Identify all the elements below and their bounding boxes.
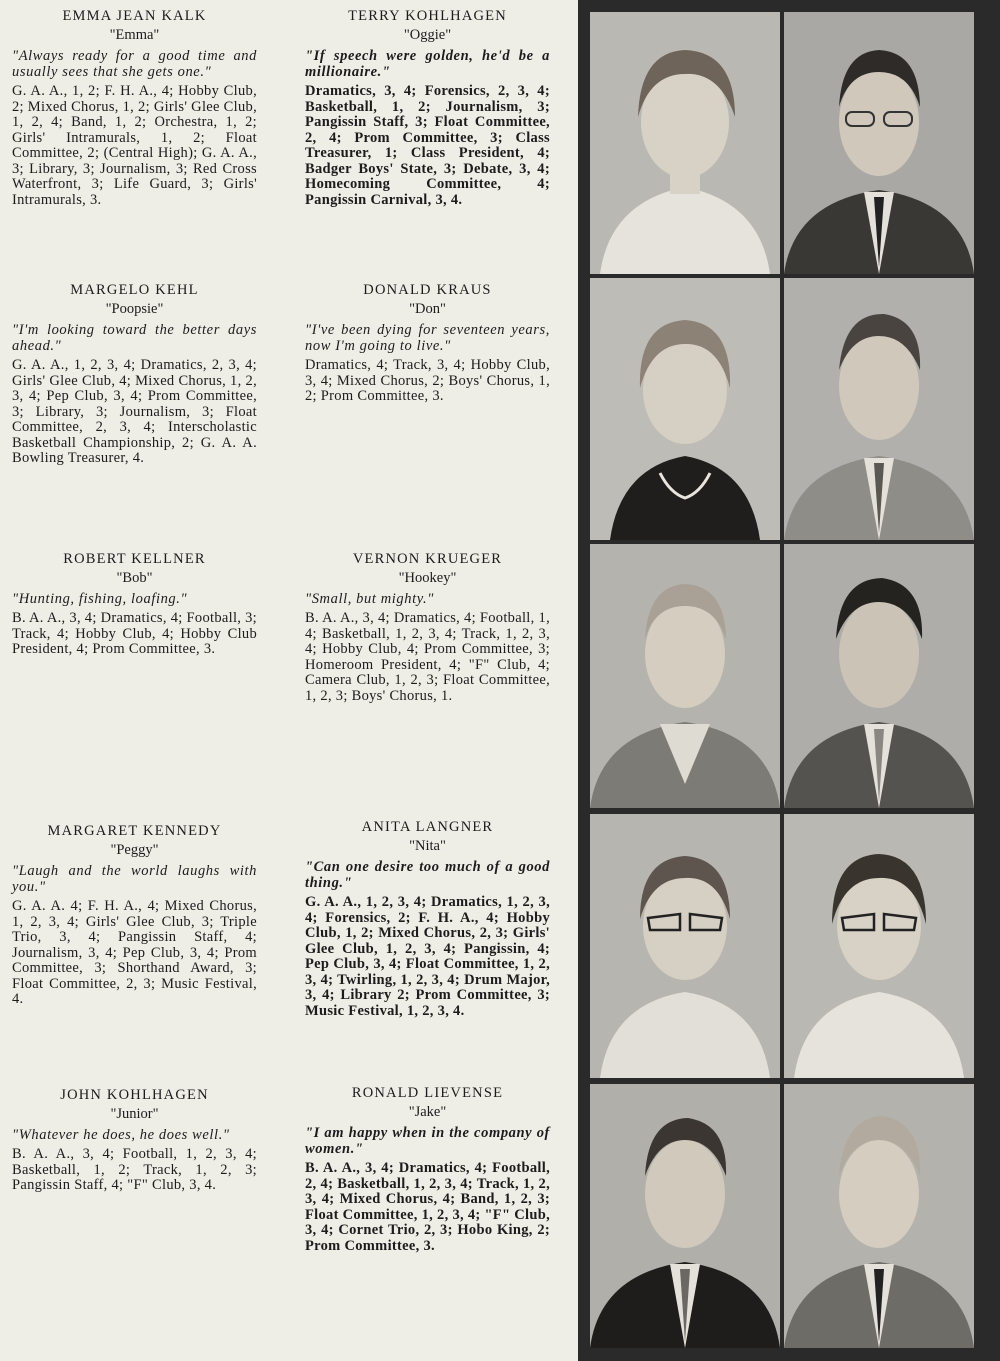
student-nickname: "Hookey" [398, 570, 457, 586]
student-entry-margelo-kehl [12, 282, 257, 467]
student-name: MARGARET KENNEDY [47, 823, 222, 839]
student-entry-john-kohlhagen [12, 1087, 257, 1194]
student-activities: B. A. A., 3, 4; Dramatics, 4; Football, 2, 4; Basketball, 1, 2, 3, 4; Track, 1, 2, 3, 4; Mixed Chorus, 4; Band, 1, 2, 3; Float Committee, 1, 2, 3, 4; "F" Club, 3, 4; Cornet Trio, 2, 3; Hobo King, 2; Prom Committee, 3. [305, 1160, 550, 1254]
portrait-emma-jean-kalk [590, 12, 780, 274]
student-quote: "I'm looking toward the better days ahead." [12, 322, 257, 354]
portrait-donald-kraus [784, 278, 974, 540]
student-nickname: "Nita" [409, 838, 446, 854]
student-nickname: "Bob" [116, 570, 153, 586]
student-nickname: "Oggie" [403, 27, 452, 43]
student-name: JOHN KOHLHAGEN [60, 1087, 209, 1103]
student-quote: "Small, but mighty." [305, 591, 434, 607]
student-quote: "Can one desire too much of a good thing." [305, 859, 550, 891]
student-activities: G. A. A., 1, 2; F. H. A., 4; Hobby Club, 2; Mixed Chorus, 1, 2; Girls' Glee Club, 1, 2, 4; Band, 1, 2; Orchestra, 1, 2; Girls' Intramurals, 1, 2; Float Committee, 2; (Central High); G. A. A., 3; Library, 3; Journalism, 3; Red Cross Waterfront, 3; Life Guard, 3; Girls' Intramurals, 3. [12, 83, 257, 208]
student-nickname: "Don" [409, 301, 446, 317]
student-activities: Dramatics, 3, 4; Forensics, 2, 3, 4; Basketball, 1, 2; Journalism, 3; Pangissin Staff, 3; Float Committee, 2, 4; Prom Committee, 3; Class Treasurer, 1; Class President, 4; Badger Boys' State, 3; Debate, 3, 4; Homecoming Committee, 4; Pangissin Carnival, 3, 4. [305, 83, 550, 208]
portrait-john-kohlhagen [590, 1084, 780, 1348]
student-quote: "If speech were golden, he'd be a millionaire." [305, 48, 550, 80]
student-name: RONALD LIEVENSE [351, 1085, 504, 1101]
student-quote: "Always ready for a good time and usually sees that she gets one." [12, 48, 257, 80]
student-activities: G. A. A. 4; F. H. A., 4; Mixed Chorus, 1, 2, 3, 4; Girls' Glee Club, 3; Triple Trio, 3, 4; Pangissin Staff, 4; Journalism, 3, 4; Pep Club, 3, 4; Prom Committee, 3; Shorthand Award, 3; Float Committee, 2, 3; Music Festival, 4. [12, 898, 257, 1007]
portrait-photo-strip [578, 0, 1000, 1361]
student-name: MARGELO KEHL [70, 282, 199, 298]
student-nickname: "Poopsie" [105, 301, 164, 317]
portrait-anita-langner [784, 814, 974, 1078]
portrait-terry-kohlhagen [784, 12, 974, 274]
student-entry-anita-langner [305, 819, 550, 1019]
student-nickname: "Jake" [408, 1104, 447, 1120]
student-name: TERRY KOHLHAGEN [348, 8, 507, 24]
student-entry-terry-kohlhagen [305, 8, 550, 208]
student-name: DONALD KRAUS [363, 282, 492, 298]
student-entry-ronald-lievense [305, 1085, 550, 1254]
student-activities: G. A. A., 1, 2, 3, 4; Dramatics, 2, 3, 4; Girls' Glee Club, 4; Mixed Chorus, 1, 2, 3, 4; Pep Club, 3, 4; Prom Committee, 3; Library, 3; Journalism, 3; Float Committee, 2, 3, 4; Interscholastic Basketball Championship, 2; G. A. A. Bowling Treasurer, 4. [12, 357, 257, 466]
student-entry-vernon-krueger [305, 551, 550, 704]
student-name: ROBERT KELLNER [63, 551, 206, 567]
student-activities: G. A. A., 1, 2, 3, 4; Dramatics, 1, 2, 3, 4; Forensics, 2; F. H. A., 4; Hobby Club, 1, 2; Mixed Chorus, 2, 3; Girls' Glee Club, 1, 2, 3, 4; Pangissin, 4; Pep Club, 3, 4; Float Committee, 1, 2, 3, 4; Twirling, 1, 2, 3, 4; Drum Major, 3, 4; Library 2; Prom Committee, 3; Music Festival, 1, 2, 3, 4. [305, 894, 550, 1019]
student-quote: "Laugh and the world laughs with you." [12, 863, 257, 895]
student-activities: B. A. A., 3, 4; Football, 1, 2, 3, 4; Basketball, 1, 2; Track, 1, 2, 3; Pangissin Staff, 4; "F" Club, 3, 4. [12, 1146, 257, 1193]
portrait-margelo-kehl [590, 278, 780, 540]
student-quote: "I am happy when in the company of women." [305, 1125, 550, 1157]
student-entry-donald-kraus [305, 282, 550, 405]
student-quote: "Whatever he does, he does well." [12, 1127, 230, 1143]
student-name: EMMA JEAN KALK [62, 8, 207, 24]
student-nickname: "Peggy" [110, 842, 159, 858]
student-activities: B. A. A., 3, 4; Dramatics, 4; Football, 1, 4; Basketball, 1, 2, 3, 4; Track, 1, 2, 3, 4; Hobby Club, 4; Prom Committee, 3; Homeroom President, 4; "F" Club, 4; Camera Club, 1, 2, 3; Float Committee, 1, 2, 3; Boys' Chorus, 1. [305, 610, 550, 704]
student-entry-margaret-kennedy [12, 823, 257, 1008]
portrait-vernon-krueger [784, 544, 974, 808]
student-name: VERNON KRUEGER [352, 551, 503, 567]
student-entry-robert-kellner [12, 551, 257, 658]
portrait-ronald-lievense [784, 1084, 974, 1348]
student-nickname: "Emma" [109, 27, 160, 43]
student-quote: "Hunting, fishing, loafing." [12, 591, 188, 607]
student-quote: "I've been dying for seventeen years, now I'm going to live." [305, 322, 550, 354]
student-activities: B. A. A., 3, 4; Dramatics, 4; Football, 3; Track, 4; Hobby Club, 4; Hobby Club President, 4; Prom Committee, 3. [12, 610, 257, 657]
student-name: ANITA LANGNER [361, 819, 494, 835]
student-activities: Dramatics, 4; Track, 3, 4; Hobby Club, 3, 4; Mixed Chorus, 2; Boys' Chorus, 1, 2; Prom Committee, 3. [305, 357, 550, 404]
student-entry-emma-jean-kalk [12, 8, 257, 208]
portrait-robert-kellner [590, 544, 780, 808]
portrait-margaret-kennedy [590, 814, 780, 1078]
student-nickname: "Junior" [110, 1106, 159, 1122]
